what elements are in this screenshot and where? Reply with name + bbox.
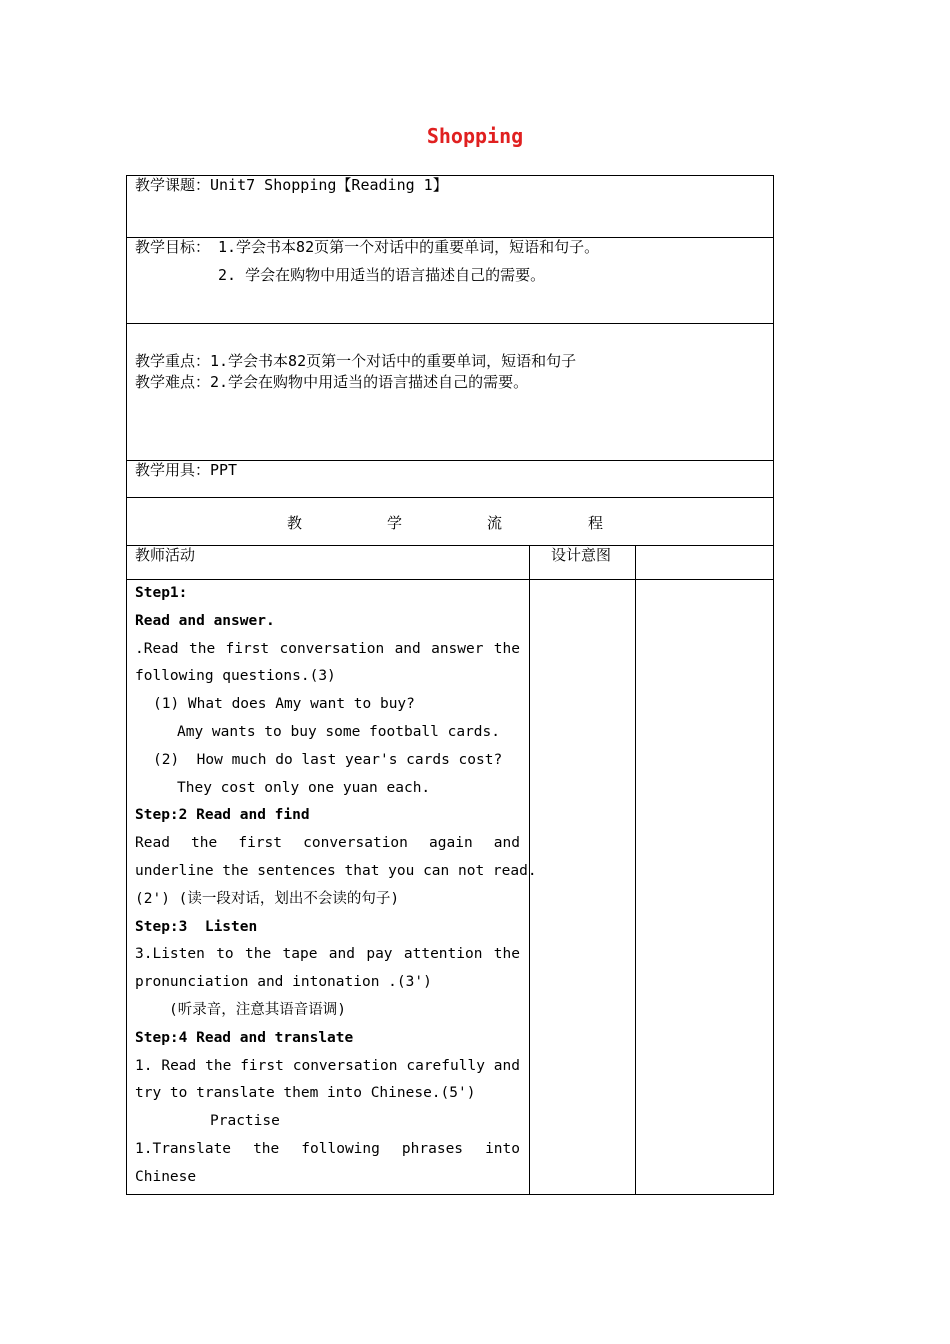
question: (2) How much do last year's cards cost? bbox=[153, 751, 503, 768]
step-title: Step1: bbox=[135, 585, 188, 601]
step-subtitle: Read and answer. bbox=[135, 612, 275, 629]
design-intent-header: 设计意图 bbox=[551, 546, 612, 564]
step-title: Step:2 Read and find bbox=[135, 807, 310, 824]
step-instruction: Read the first conversation again and bbox=[135, 835, 520, 852]
practise-instruction: 1.Translate the following phrases into bbox=[135, 1140, 520, 1157]
flow-heading-char: 学 bbox=[387, 514, 403, 532]
practise-heading: Practise bbox=[210, 1113, 280, 1130]
step-title: Step:3 Listen bbox=[135, 918, 258, 935]
answer: They cost only one yuan each. bbox=[177, 779, 431, 796]
answer: Amy wants to buy some football cards. bbox=[177, 723, 501, 740]
flow-heading-char: 教 bbox=[287, 514, 303, 532]
flow-heading-char: 程 bbox=[588, 514, 604, 532]
teaching-tools: 教学用具：PPT bbox=[135, 461, 238, 479]
step-instruction: (听录音，注意其语音语调) bbox=[169, 1001, 346, 1018]
step-instruction: try to translate them into Chinese.(5') bbox=[135, 1085, 476, 1102]
goals-label: 教学目标： bbox=[135, 238, 211, 256]
flow-heading-char: 流 bbox=[487, 514, 503, 532]
column-divider bbox=[635, 545, 636, 1195]
goal-item: 2. 学会在购物中用适当的语言描述自己的需要。 bbox=[218, 266, 546, 284]
step-title: Step:4 Read and translate bbox=[135, 1029, 354, 1046]
teacher-activity-header: 教师活动 bbox=[135, 546, 196, 564]
table-divider bbox=[126, 323, 774, 324]
step-instruction: 3.Listen to the tape and pay attention the bbox=[135, 946, 520, 963]
practise-instruction: Chinese bbox=[135, 1168, 197, 1185]
step-instruction: (2') (读一段对话，划出不会读的句子) bbox=[135, 890, 400, 907]
table-divider bbox=[126, 497, 774, 498]
teacher-activity-content bbox=[135, 580, 537, 1192]
lesson-topic: 教学课题：Unit7 Shopping【Reading 1】 bbox=[135, 176, 448, 194]
step-instruction: .Read the first conversation and answer the bbox=[135, 640, 520, 657]
step-instruction: pronunciation and intonation .(3') bbox=[135, 974, 432, 991]
difficulties: 教学难点：2.学会在购物中用适当的语言描述自己的需要。 bbox=[135, 373, 529, 391]
step-instruction: 1. Read the first conversation carefully and bbox=[135, 1057, 520, 1074]
table-divider bbox=[126, 545, 774, 546]
page-title: Shopping bbox=[426, 124, 524, 148]
step-instruction: following questions.(3) bbox=[135, 668, 336, 685]
goal-item: 1.学会书本82页第一个对话中的重要单词，短语和句子。 bbox=[218, 238, 600, 256]
question: (1) What does Amy want to buy? bbox=[153, 696, 415, 713]
step-instruction: underline the sentences that you can not read. bbox=[135, 862, 537, 879]
key-points: 教学重点：1.学会书本82页第一个对话中的重要单词，短语和句子 bbox=[135, 352, 577, 370]
